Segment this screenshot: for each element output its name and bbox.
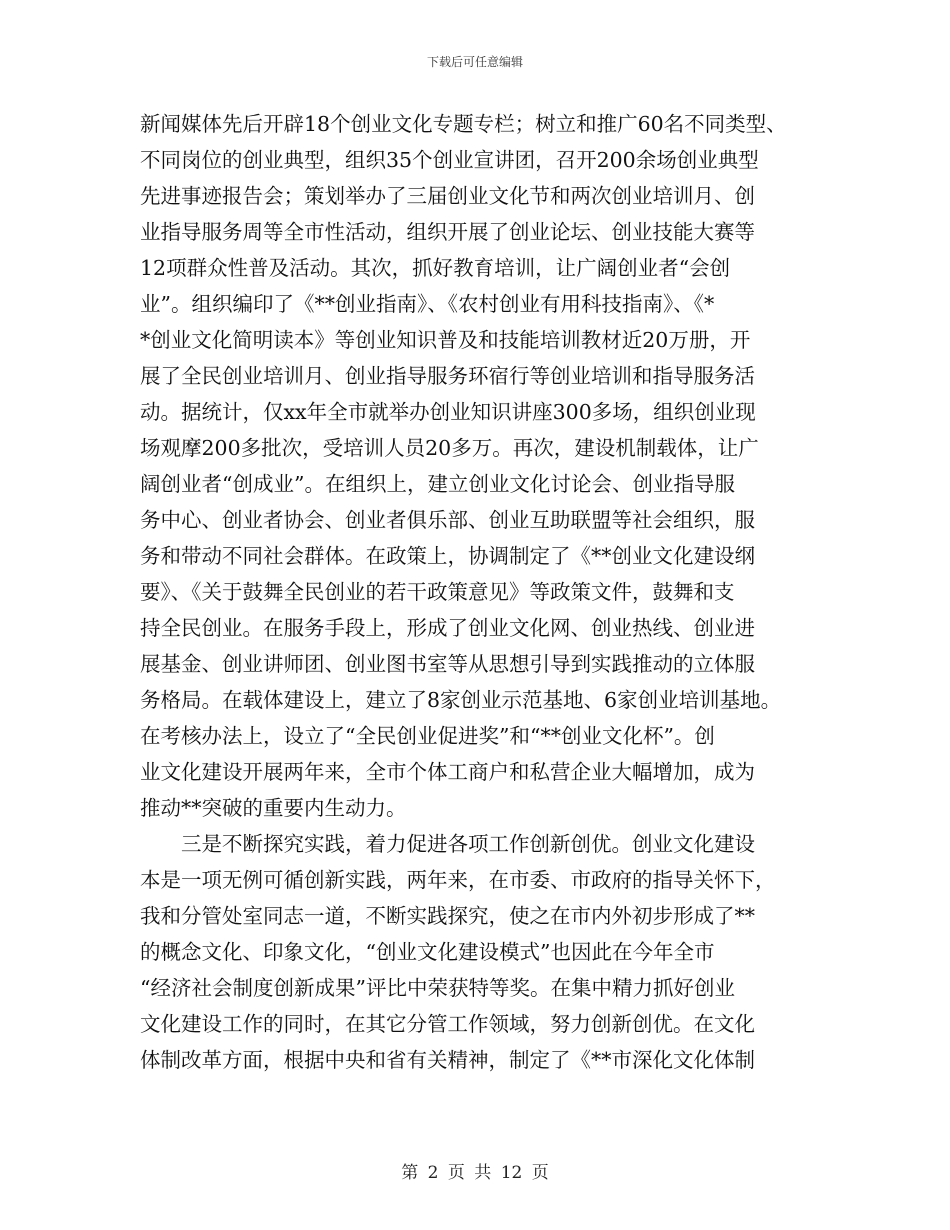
text-line: “经济社会制度创新成果”评比中荣获特等奖。在集中精力抓好创业 xyxy=(140,976,735,1000)
text-line: 业”。组织编印了《**创业指南》、《农村创业有用科技指南》、《* xyxy=(140,292,715,316)
page-number-footer: 第 2 页 共 12 页 xyxy=(401,1163,549,1183)
text-line: 务格局。在载体建设上，建立了8家创业示范基地、6家创业培训基地。 xyxy=(140,688,782,712)
text-line: 阔创业者“创成业”。在组织上，建立创业文化讨论会、创业指导服 xyxy=(140,472,735,496)
text-line: 12项群众性普及活动。其次，抓好教育培训，让广阔创业者“会创 xyxy=(140,256,731,280)
text-line: 不同岗位的创业典型，组织35个创业宣讲团，召开200余场创业典型 xyxy=(140,148,759,172)
document-body xyxy=(140,106,820,1078)
text-line: 要》、《关于鼓舞全民创业的若干政策意见》等政策文件，鼓舞和支 xyxy=(140,580,735,604)
text-line: 的概念文化、印象文化，“创业文化建设模式”也因此在今年全市 xyxy=(140,940,715,964)
text-line: 务和带动不同社会群体。在政策上，协调制定了《**创业文化建设纲 xyxy=(140,544,755,568)
text-line: 务中心、创业者协会、创业者俱乐部、创业互助联盟等社会组织，服 xyxy=(140,508,755,532)
text-line: 推动**突破的重要内生动力。 xyxy=(140,796,407,820)
text-line: *创业文化简明读本》等创业知识普及和技能培训教材近20万册，开 xyxy=(140,328,751,352)
text-line: 展基金、创业讲师团、创业图书室等从思想引导到实践推动的立体服 xyxy=(140,652,755,676)
text-line: 持全民创业。在服务手段上，形成了创业文化网、创业热线、创业进 xyxy=(140,616,755,640)
text-line: 体制改革方面，根据中央和省有关精神，制定了《**市深化文化体制 xyxy=(140,1048,755,1072)
text-line: 本是一项无例可循创新实践，两年来，在市委、市政府的指导关怀下， xyxy=(140,868,776,892)
text-line: 展了全民创业培训月、创业指导服务环宿行等创业培训和指导服务活 xyxy=(140,364,755,388)
text-line: 业文化建设开展两年来，全市个体工商户和私营企业大幅增加，成为 xyxy=(140,760,755,784)
text-line: 动。据统计，仅xx年全市就举办创业知识讲座300多场，组织创业现 xyxy=(140,400,756,424)
page-header: 下载后可任意编辑 xyxy=(426,55,523,69)
text-line: 在考核办法上，设立了“全民创业促进奖”和“**创业文化杯”。创 xyxy=(140,724,715,748)
text-line: 新闻媒体先后开辟18个创业文化专题专栏；树立和推广60名不同类型、 xyxy=(140,112,787,136)
text-line: 我和分管处室同志一道，不断实践探究，使之在市内外初步形成了** xyxy=(140,904,755,928)
text-line: 三是不断探究实践，着力促进各项工作创新创优。创业文化建设 xyxy=(140,832,755,856)
text-line: 业指导服务周等全市性活动，组织开展了创业论坛、创业技能大赛等 xyxy=(140,220,755,244)
text-line: 场观摩200多批次，受培训人员20多万。再次，建设机制载体，让广 xyxy=(140,436,759,460)
text-line: 文化建设工作的同时，在其它分管工作领域，努力创新创优。在文化 xyxy=(140,1012,755,1036)
text-line: 先进事迹报告会；策划举办了三届创业文化节和两次创业培训月、创 xyxy=(140,184,755,208)
